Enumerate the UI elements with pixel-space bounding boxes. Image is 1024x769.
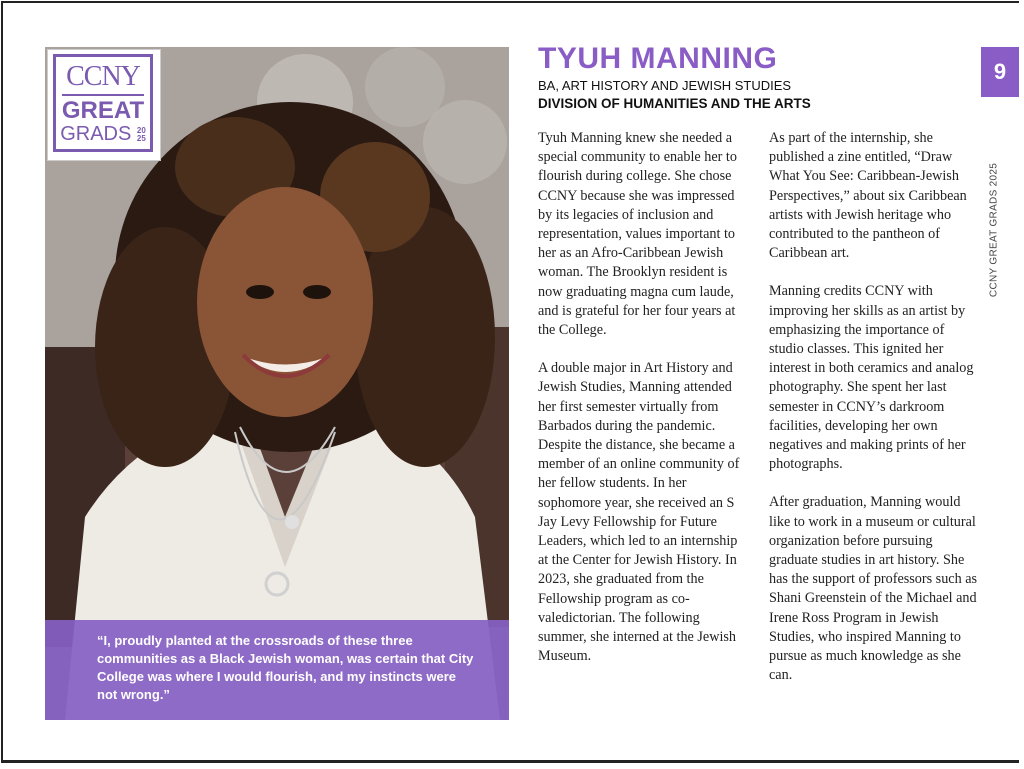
paragraph: After graduation, Manning would like to work in a museum or cultural organization before pursuing graduate studies in art history. She has the support of professors such as Shani Greenstein of the Michael and Irene Ross Program in Jewish Studies, who inspired Manning to pursue as much knowledge as she can. (769, 494, 978, 684)
logo-ccny-text: CCNY (66, 61, 140, 92)
paragraph: A double major in Art History and Jewish Studies, Manning attended her first semester virtually from Barbados during the pandemic. Despite the distance, she became a member of an online community of her fellow students. In her sophomore year, she received an S Jay Levy Fellowship for Future Leaders, which led to an internship at the Center for Jewish History. In 2023, she graduated from the Fellowship program as co-valedictorian. The following summer, she interned at the Jewish Museum. (538, 360, 740, 665)
logo-grads-text: GRADS 20 25 (60, 123, 146, 145)
paragraph: As part of the internship, she published a zine entitled, “Draw What You See: Caribbean-Jewish Perspectives,” about six Caribbean artists with Jewish heritage who contributed to the pantheon of Caribbean art. (769, 130, 967, 262)
pull-quote: “I, proudly planted at the crossroads of these three communities as a Black Jewish woman, was certain that City College was where I would flourish, and my instincts were not wrong.” (97, 633, 474, 702)
body-column-2 (769, 129, 979, 704)
logo-great-text: GREAT (61, 97, 145, 124)
logo-year-bottom: 25 (136, 133, 146, 143)
degree-line: BA, ART HISTORY AND JEWISH STUDIES (538, 78, 792, 93)
division-line: DIVISION OF HUMANITIES AND THE ARTS (538, 96, 811, 111)
paragraph: Manning credits CCNY with improving her skills as an artist by emphasizing the importance of studio classes. This ignited her interest in both ceramics and analog photography. She spent her last semester in CCNY’s darkroom facilities, developing her own negatives and making prints of her photographs. (769, 283, 974, 473)
paragraph: Tyuh Manning knew she needed a special community to enable her to flourish during college. She chose CCNY because she was impressed by its legacies of inclusion and representation, values important to her as an Afro-Caribbean Jewish woman. The Brooklyn resident is now graduating magna cum laude, and is grateful for her four years at the College. (538, 130, 737, 339)
pull-quote-box (45, 620, 509, 720)
body-column-1 (538, 129, 748, 685)
graduate-name: TYUH MANNING (538, 42, 778, 75)
page-number: 9 (981, 47, 1019, 97)
logo-year-top: 20 (136, 125, 146, 135)
side-running-label: CCNY GREAT GRADS 2025 (988, 162, 1000, 298)
logo-divider (62, 94, 144, 96)
ccny-great-grads-logo (47, 49, 161, 161)
